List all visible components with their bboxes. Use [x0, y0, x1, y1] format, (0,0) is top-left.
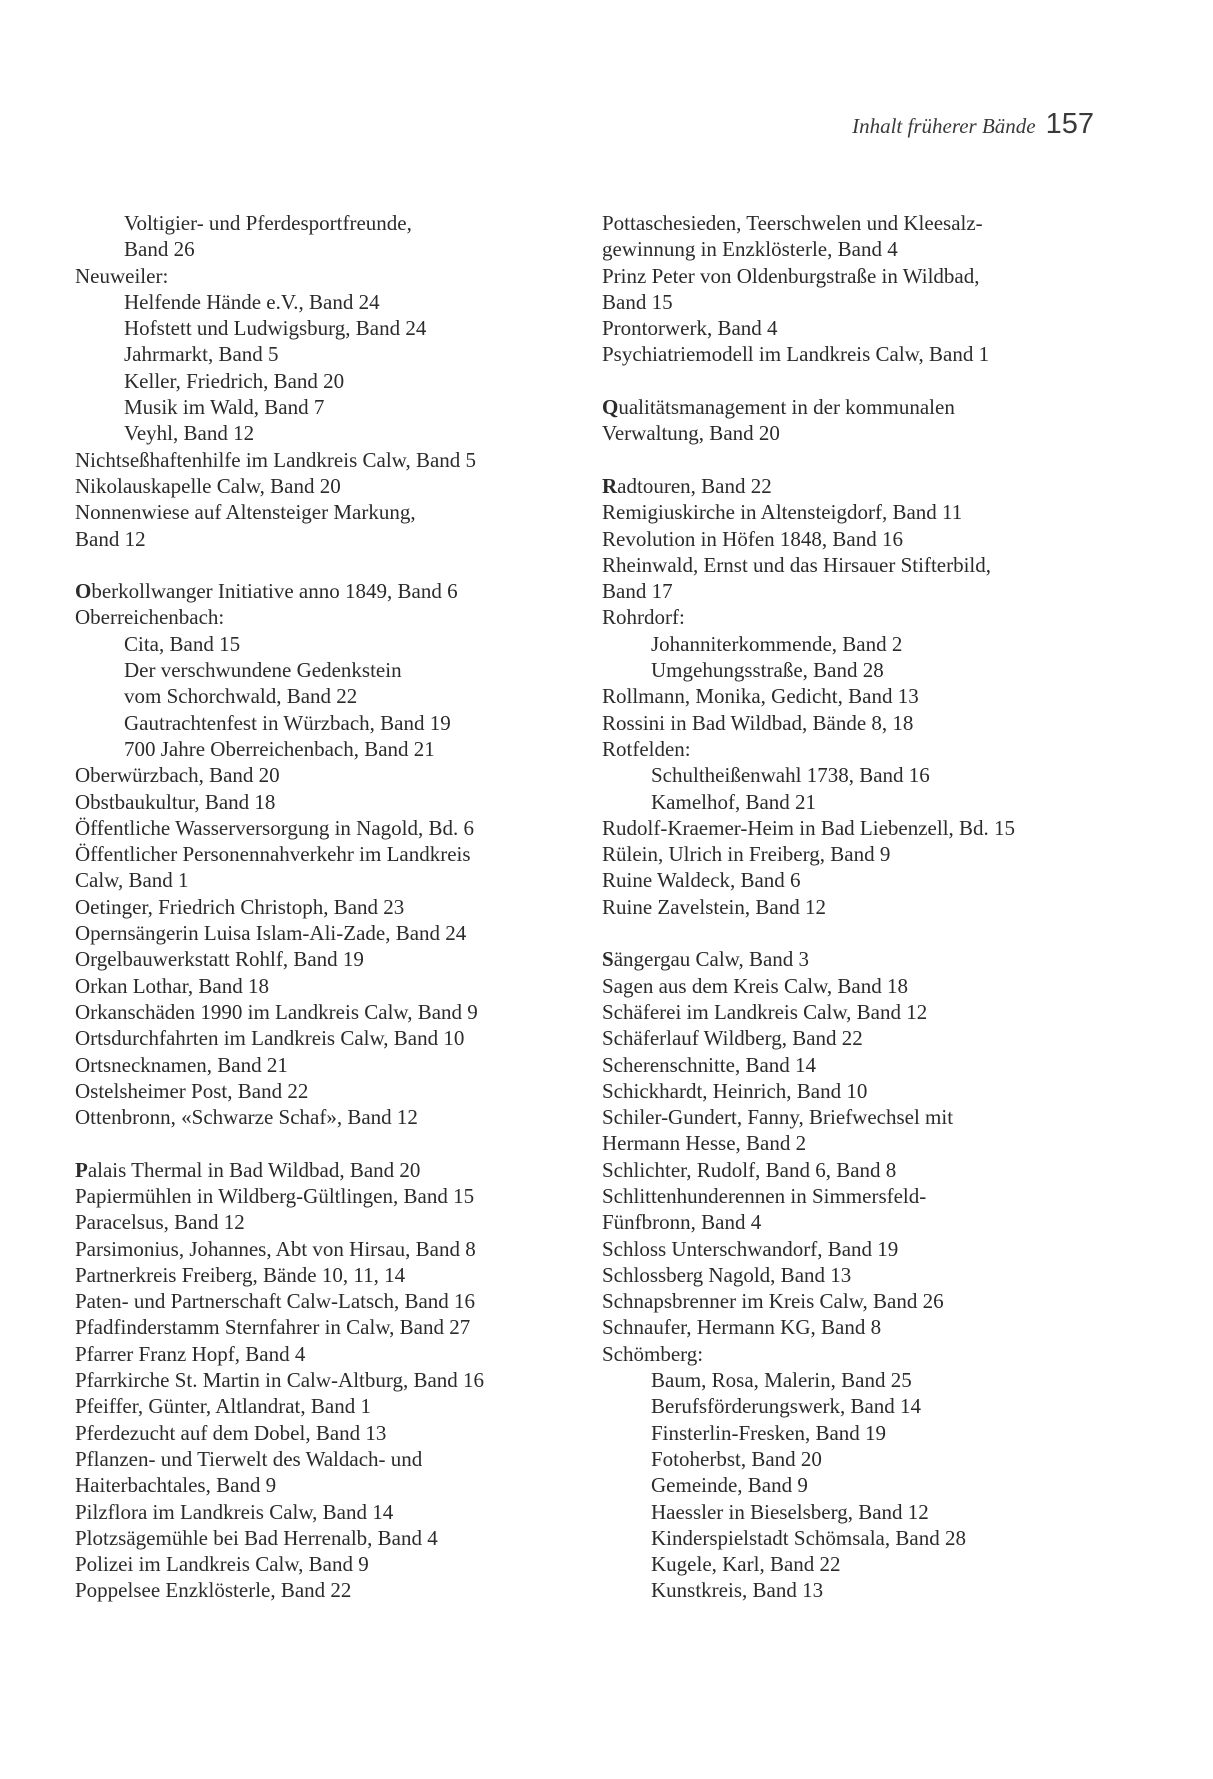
index-entry: Paten- und Partnerschaft Calw-Latsch, Band 16 [75, 1289, 476, 1314]
index-subentry: Gautrachtenfest in Würzbach, Band 19 [124, 710, 451, 735]
index-entry: Haiterbachtales, Band 9 [75, 1473, 277, 1498]
index-entry: Nikolauskapelle Calw, Band 20 [75, 473, 341, 498]
index-subentry: Baum, Rosa, Malerin, Band 25 [651, 1368, 912, 1393]
index-subentry: Berufsförderungswerk, Band 14 [651, 1394, 922, 1419]
index-entry: Rotfelden: [602, 736, 691, 761]
index-entry: Papiermühlen in Wildberg-Gültlingen, Band 15 [75, 1183, 475, 1208]
index-entry: Ruine Waldeck, Band 6 [602, 868, 801, 893]
index-entry: Nichtseßhaftenhilfe im Landkreis Calw, Band 5 [75, 447, 477, 472]
index-subentry: Voltigier- und Pferdesportfreunde, [124, 211, 412, 235]
index-entry: Revolution in Höfen 1848, Band 16 [602, 526, 903, 551]
index-subentry: Jahrmarkt, Band 5 [124, 342, 279, 367]
index-subentry: Hofstett und Ludwigsburg, Band 24 [124, 316, 427, 341]
index-entry: Polizei im Landkreis Calw, Band 9 [75, 1552, 369, 1577]
index-entry: Oberreichenbach: [75, 605, 225, 630]
index-subentry: Kugele, Karl, Band 22 [651, 1552, 841, 1577]
index-entry: Band 17 [602, 579, 673, 604]
index-subentry: Musik im Wald, Band 7 [124, 395, 325, 420]
index-entry: Ortsnecknamen, Band 21 [75, 1052, 288, 1077]
index-entry: Prinz Peter von Oldenburgstraße in Wildbad, [602, 263, 980, 288]
index-subentry: Veyhl, Band 12 [124, 421, 255, 446]
index-entry: Orkanschäden 1990 im Landkreis Calw, Band 9 [75, 999, 478, 1024]
index-entry: Pfeiffer, Günter, Altlandrat, Band 1 [75, 1394, 371, 1419]
index-subentry: Finsterlin-Fresken, Band 19 [651, 1420, 887, 1445]
index-entry: Nonnenwiese auf Altensteiger Markung, [75, 500, 416, 525]
section-initial: S [602, 947, 614, 972]
index-entry: Psychiatriemodell im Landkreis Calw, Band 1 [602, 342, 990, 367]
index-entry: Schlittenhunderennen in Simmersfeld- [602, 1183, 927, 1208]
index-subentry: 700 Jahre Oberreichenbach, Band 21 [124, 736, 435, 761]
index-entry: Ortsdurchfahrten im Landkreis Calw, Band 10 [75, 1026, 465, 1051]
index-entry: Schäferei im Landkreis Calw, Band 12 [602, 999, 928, 1024]
index-subentry: vom Schorchwald, Band 22 [124, 684, 358, 709]
index-subentry: Kamelhof, Band 21 [651, 789, 817, 814]
index-entry: Hermann Hesse, Band 2 [602, 1131, 807, 1156]
section-gap [602, 920, 1122, 946]
index-entry: Plotzsägemühle bei Bad Herrenalb, Band 4 [75, 1525, 438, 1550]
index-subentry: Kunstkreis, Band 13 [651, 1578, 824, 1603]
index-entry: Opernsängerin Luisa Islam-Ali-Zade, Band 24 [75, 921, 467, 946]
index-entry: Pfarrer Franz Hopf, Band 4 [75, 1341, 306, 1366]
index-entry: Pfarrkirche St. Martin in Calw-Altburg, Band 16 [75, 1368, 485, 1393]
section-initial: P [75, 1157, 88, 1182]
entry-text: alais Thermal in Bad Wildbad, Band 20 [87, 1157, 421, 1182]
index-entry: gewinnung in Enzklösterle, Band 4 [602, 237, 898, 262]
index-entry: Band 12 [75, 526, 146, 551]
index-subentry: Johanniterkommende, Band 2 [651, 631, 903, 656]
section-gap [75, 1130, 595, 1156]
index-column-left [75, 210, 595, 1604]
page-number: 157 [1045, 108, 1094, 140]
index-subentry: Kinderspielstadt Schömsala, Band 28 [651, 1525, 966, 1550]
index-entry: Schickhardt, Heinrich, Band 10 [602, 1078, 868, 1103]
index-entry: Schäferlauf Wildberg, Band 22 [602, 1026, 863, 1051]
running-header [852, 108, 1094, 141]
index-entry: Ostelsheimer Post, Band 22 [75, 1078, 309, 1103]
index-entry: Öffentliche Wasserversorgung in Nagold, Bd. 6 [75, 815, 474, 840]
index-entry: Fünfbronn, Band 4 [602, 1210, 762, 1235]
index-entry: Schlichter, Rudolf, Band 6, Band 8 [602, 1157, 897, 1182]
index-entry: Partnerkreis Freiberg, Bände 10, 11, 14 [75, 1262, 406, 1287]
index-subentry: Cita, Band 15 [124, 631, 241, 656]
index-entry: Oberwürzbach, Band 20 [75, 763, 280, 788]
entry-text: ualitätsmanagement in der kommunalen [618, 395, 955, 420]
index-entry: Schömberg: [602, 1341, 704, 1366]
index-entry: Schiler-Gundert, Fanny, Briefwechsel mit [602, 1105, 954, 1130]
index-entry: Sagen aus dem Kreis Calw, Band 18 [602, 973, 908, 998]
index-entry: Ruine Zavelstein, Band 12 [602, 894, 826, 919]
index-entry [75, 578, 595, 604]
index-entry: Schnaufer, Hermann KG, Band 8 [602, 1315, 882, 1340]
index-entry: Parsimonius, Johannes, Abt von Hirsau, Band 8 [75, 1236, 476, 1261]
index-entry: Pflanzen- und Tierwelt des Waldach- und [75, 1446, 423, 1471]
index-entry [602, 473, 1122, 499]
index-entry: Scherenschnitte, Band 14 [602, 1052, 817, 1077]
entry-text: berkollwanger Initiative anno 1849, Band 6 [91, 579, 458, 604]
index-subentry: Band 26 [124, 237, 195, 262]
header-title: Inhalt früherer Bände [852, 114, 1036, 138]
index-subentry: Fotoherbst, Band 20 [651, 1446, 822, 1471]
index-entry: Obstbaukultur, Band 18 [75, 789, 276, 814]
section-gap [602, 368, 1122, 394]
index-entry: Ottenbronn, «Schwarze Schaf», Band 12 [75, 1105, 418, 1130]
index-entry [602, 946, 1122, 972]
index-entry: Rülein, Ulrich in Freiberg, Band 9 [602, 842, 891, 867]
index-entry: Schnapsbrenner im Kreis Calw, Band 26 [602, 1289, 944, 1314]
index-entry: Öffentlicher Personennahverkehr im Landkreis [75, 842, 471, 867]
index-entry: Rossini in Bad Wildbad, Bände 8, 18 [602, 710, 914, 735]
entry-text: adtouren, Band 22 [617, 473, 772, 498]
index-entry: Band 15 [602, 289, 673, 314]
index-subentry: Umgehungsstraße, Band 28 [651, 658, 884, 683]
index-entry: Pottaschesieden, Teerschwelen und Kleesalz- [602, 211, 983, 235]
index-entry: Verwaltung, Band 20 [602, 421, 780, 446]
index-entry: Rollmann, Monika, Gedicht, Band 13 [602, 684, 919, 709]
index-subentry: Schultheißenwahl 1738, Band 16 [651, 763, 930, 788]
section-initial: Q [602, 395, 619, 420]
section-initial: O [75, 579, 92, 604]
index-entry: Poppelsee Enzklösterle, Band 22 [75, 1578, 352, 1603]
index-subentry: Helfende Hände e.V., Band 24 [124, 289, 380, 314]
index-entry: Paracelsus, Band 12 [75, 1210, 245, 1235]
index-subentry: Keller, Friedrich, Band 20 [124, 368, 345, 393]
index-entry: Rheinwald, Ernst und das Hirsauer Stifterbild, [602, 552, 992, 577]
index-entry: Schlossberg Nagold, Band 13 [602, 1262, 852, 1287]
index-subentry: Der verschwundene Gedenkstein [124, 658, 402, 683]
section-gap [602, 447, 1122, 473]
section-initial: R [602, 473, 618, 498]
index-entry: Pfadfinderstamm Sternfahrer in Calw, Band 27 [75, 1315, 471, 1340]
index-entry: Remigiuskirche in Altensteigdorf, Band 11 [602, 500, 963, 525]
index-entry: Pferdezucht auf dem Dobel, Band 13 [75, 1420, 387, 1445]
index-entry: Prontorwerk, Band 4 [602, 316, 778, 341]
index-entry: Orgelbauwerkstatt Rohlf, Band 19 [75, 947, 364, 972]
index-entry [602, 394, 1122, 420]
index-entry: Calw, Band 1 [75, 868, 189, 893]
index-entry [75, 1157, 595, 1183]
index-entry: Rohrdorf: [602, 605, 685, 630]
index-entry: Schloss Unterschwandorf, Band 19 [602, 1236, 899, 1261]
index-column-right [602, 210, 1122, 1604]
index-entry: Oetinger, Friedrich Christoph, Band 23 [75, 894, 405, 919]
index-subentry: Gemeinde, Band 9 [651, 1473, 808, 1498]
entry-text: ängergau Calw, Band 3 [613, 947, 810, 972]
index-entry: Pilzflora im Landkreis Calw, Band 14 [75, 1499, 394, 1524]
index-entry: Neuweiler: [75, 263, 169, 288]
index-entry: Rudolf-Kraemer-Heim in Bad Liebenzell, Bd. 15 [602, 815, 1016, 840]
section-gap [75, 552, 595, 578]
index-entry: Orkan Lothar, Band 18 [75, 973, 269, 998]
index-subentry: Haessler in Bieselsberg, Band 12 [651, 1499, 929, 1524]
